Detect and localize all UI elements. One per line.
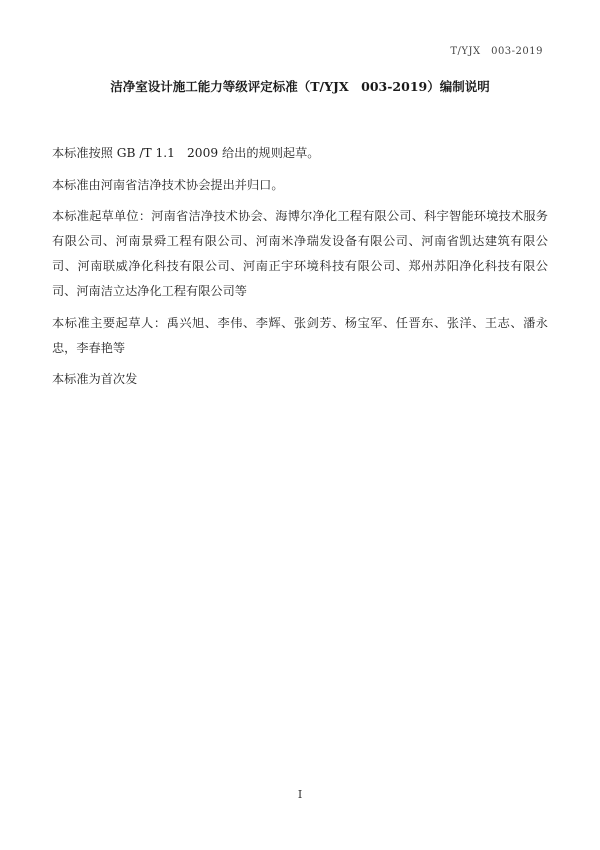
page-number: I — [297, 788, 303, 801]
paragraph-proposer: 本标准由河南省洁净技术协会提出并归口。 — [52, 177, 284, 192]
document-title: 洁净室设计施工能力等级评定标准（T/YJX 003-2019）编制说明 — [110, 79, 490, 94]
document-body — [52, 141, 548, 399]
paragraph-drafting-rules: 本标准按照 GB /T 1.1 2009 给出的规则起草。 — [52, 146, 320, 160]
paragraph-drafting-units: 本标准起草单位：河南省洁净技术协会、海博尔净化工程有限公司、科宇智能环境技术服务有限公司、河南景舜工程有限公司、河南米净瑞发设备有限公司、河南省凯达建筑有限公司、河南联威净化科技有限公司、河南正宇环境科技有限公司、郑州苏阳净化科技有限公司、河南洁立达净化工程有限公司等 — [52, 209, 548, 298]
paragraph-main-drafters: 本标准主要起草人：禹兴旭、李伟、李辉、张剑芳、杨宝军、任晋东、张洋、王志、潘永忠，李春艳等 — [52, 315, 548, 355]
standard-code-header: T/YJX 003-2019 — [450, 46, 543, 57]
paragraph-first-release: 本标准为首次发 — [52, 372, 138, 386]
